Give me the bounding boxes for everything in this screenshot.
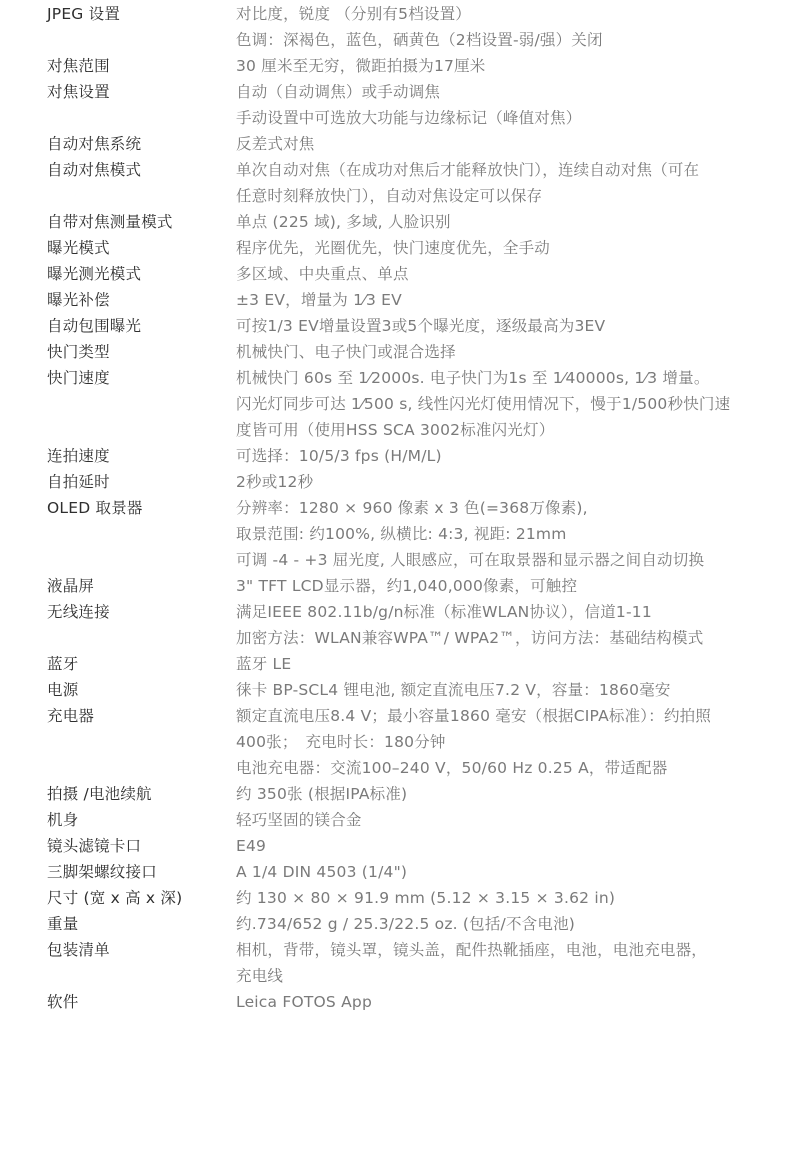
spec-value-line: 手动设置中可选放大功能与边缘标记（峰值对焦） (236, 109, 582, 127)
spec-value-line: 机械快门 60s 至 1⁄2000s. 电子快门为1s 至 1⁄40000s, 1⁄3 增量。 (236, 369, 710, 387)
spec-value-line: 约.734/652 g / 25.3/22.5 oz. (包括/不含电池) (236, 915, 576, 933)
spec-value-line: 满足IEEE 802.11b/g/n标准（标准WLAN协议），信道1-11 (236, 603, 652, 621)
spec-value (236, 833, 761, 859)
spec-value (236, 703, 761, 781)
spec-value-line: 3" TFT LCD显示器，约1,040,000像素，可触控 (236, 577, 578, 595)
spec-value-line: 程序优先，光圈优先，快门速度优先，全手动 (236, 239, 551, 257)
spec-value (236, 651, 761, 677)
spec-label: 自动对焦模式 (47, 161, 142, 179)
spec-row (0, 443, 790, 469)
spec-row (0, 651, 790, 677)
spec-label: 镜头滤镜卡口 (47, 837, 142, 855)
spec-value (236, 677, 761, 703)
spec-row (0, 989, 790, 1015)
spec-value (236, 287, 761, 313)
spec-value (236, 79, 761, 131)
spec-value-line: 加密方法：WLAN兼容WPA™/ WPA2™，访问方法：基础结构模式 (236, 629, 704, 647)
spec-label: 拍摄 /电池续航 (47, 785, 152, 803)
spec-row (0, 495, 790, 573)
spec-row (0, 339, 790, 365)
spec-value-line: 对比度，锐度 （分别有5档设置） (236, 5, 471, 23)
spec-value-line: 可调 -4 - +3 屈光度, 人眼感应，可在取景器和显示器之间自动切换 (236, 551, 705, 569)
spec-value-line: 2秒或12秒 (236, 473, 314, 491)
spec-value (236, 443, 761, 469)
spec-value-line: 可按1/3 EV增量设置3或5个曝光度，逐级最高为3EV (236, 317, 606, 335)
spec-label: 电源 (47, 681, 79, 699)
spec-value-line: 约 130 × 80 × 91.9 mm (5.12 × 3.15 × 3.62 in) (236, 889, 616, 907)
spec-value-line: 电池充电器：交流100–240 V，50/60 Hz 0.25 A，带适配器 (236, 759, 668, 777)
spec-row (0, 677, 790, 703)
spec-value (236, 495, 761, 573)
spec-row (0, 573, 790, 599)
spec-value-line: 约 350张 (根据IPA标准) (236, 785, 408, 803)
spec-value-line: 单次自动对焦（在成功对焦后才能释放快门），连续自动对焦（可在 (236, 161, 700, 179)
spec-value-line: 分辨率：1280 × 960 像素 x 3 色(=368万像素), (236, 499, 588, 517)
spec-row (0, 209, 790, 235)
spec-label: 液晶屏 (47, 577, 95, 595)
spec-label: 自带对焦测量模式 (47, 213, 173, 231)
spec-value (236, 365, 761, 443)
spec-label: 充电器 (47, 707, 95, 725)
spec-row (0, 261, 790, 287)
spec-label: 软件 (47, 993, 79, 1011)
spec-row (0, 235, 790, 261)
spec-row (0, 1, 790, 53)
spec-label: 曝光模式 (47, 239, 110, 257)
spec-value-line: 轻巧坚固的镁合金 (236, 811, 362, 829)
spec-label: 快门类型 (47, 343, 110, 361)
spec-value (236, 261, 761, 287)
spec-label: OLED 取景器 (47, 499, 143, 517)
spec-row (0, 833, 790, 859)
spec-value-line: 反差式对焦 (236, 135, 315, 153)
spec-value (236, 235, 761, 261)
spec-row (0, 703, 790, 781)
spec-value (236, 599, 761, 651)
spec-label: 三脚架螺纹接口 (47, 863, 157, 881)
spec-value-line: 徕卡 BP-SCL4 锂电池, 额定直流电压7.2 V，容量：1860毫安 (236, 681, 671, 699)
spec-row (0, 885, 790, 911)
spec-value-line: 色调：深褐色，蓝色，硒黄色（2档设置-弱/强）关闭 (236, 31, 603, 49)
spec-row (0, 157, 790, 209)
spec-value-line: 任意时刻释放快门），自动对焦设定可以保存 (236, 187, 543, 205)
spec-row (0, 53, 790, 79)
spec-row (0, 469, 790, 495)
spec-value-line: 单点 (225 域), 多域, 人脸识别 (236, 213, 451, 231)
spec-row (0, 807, 790, 833)
spec-value-line: A 1/4 DIN 4503 (1/4") (236, 863, 408, 881)
spec-value-line: 闪光灯同步可达 1⁄500 s, 线性闪光灯使用情况下，慢于1/500秒快门速 (236, 395, 731, 413)
spec-row (0, 859, 790, 885)
spec-value-line: E49 (236, 837, 267, 855)
spec-row (0, 131, 790, 157)
spec-label: 自动对焦系统 (47, 135, 142, 153)
spec-label: 蓝牙 (47, 655, 79, 673)
spec-label: 对焦设置 (47, 83, 110, 101)
spec-label: 曝光测光模式 (47, 265, 142, 283)
spec-row (0, 781, 790, 807)
spec-value (236, 157, 761, 209)
spec-value-line: 充电线 (236, 967, 284, 985)
spec-value (236, 807, 761, 833)
spec-label: JPEG 设置 (47, 5, 121, 23)
spec-label: 连拍速度 (47, 447, 110, 465)
spec-value (236, 911, 761, 937)
spec-value-line: Leica FOTOS App (236, 993, 372, 1011)
spec-value (236, 209, 761, 235)
spec-label: 无线连接 (47, 603, 110, 621)
spec-label: 机身 (47, 811, 79, 829)
spec-value-line: 多区域、中央重点、单点 (236, 265, 409, 283)
spec-label: 快门速度 (47, 369, 110, 387)
spec-value (236, 781, 761, 807)
spec-value-line: 自动（自动调焦）或手动调焦 (236, 83, 441, 101)
spec-value-line: 相机，背带，镜头罩，镜头盖，配件热靴插座，电池，电池充电器， (236, 941, 708, 959)
spec-value-line: 机械快门、电子快门或混合选择 (236, 343, 456, 361)
spec-label: 对焦范围 (47, 57, 110, 75)
spec-value-line: 取景范围: 约100%, 纵横比: 4:3, 视距: 21mm (236, 525, 567, 543)
spec-value (236, 313, 761, 339)
spec-row (0, 599, 790, 651)
spec-row (0, 313, 790, 339)
spec-label: 曝光补偿 (47, 291, 110, 309)
spec-value (236, 53, 761, 79)
spec-label: 自动包围曝光 (47, 317, 142, 335)
spec-row (0, 79, 790, 131)
spec-value (236, 469, 761, 495)
spec-value-line: 蓝牙 LE (236, 655, 292, 673)
spec-label: 包装清单 (47, 941, 110, 959)
spec-value (236, 885, 761, 911)
spec-row (0, 911, 790, 937)
spec-row (0, 365, 790, 443)
spec-value-line: 30 厘米至无穷，微距拍摄为17厘米 (236, 57, 486, 75)
spec-value (236, 1, 761, 53)
spec-value (236, 573, 761, 599)
spec-value (236, 339, 761, 365)
spec-value-line: ±3 EV，增量为 1⁄3 EV (236, 291, 402, 309)
spec-row (0, 937, 790, 989)
spec-label: 自拍延时 (47, 473, 110, 491)
spec-value (236, 937, 761, 989)
spec-value (236, 989, 761, 1015)
spec-value-line: 400张； 充电时长：180分钟 (236, 733, 446, 751)
spec-row (0, 287, 790, 313)
spec-label: 尺寸 (宽 x 高 x 深) (47, 889, 183, 907)
spec-value-line: 额定直流电压8.4 V；最小容量1860 毫安（根据CIPA标准）：约拍照 (236, 707, 712, 725)
spec-label: 重量 (47, 915, 79, 933)
spec-value-line: 度皆可用（使用HSS SCA 3002标准闪光灯） (236, 421, 555, 439)
spec-value (236, 131, 761, 157)
spec-value (236, 859, 761, 885)
spec-value-line: 可选择：10/5/3 fps (H/M/L) (236, 447, 442, 465)
